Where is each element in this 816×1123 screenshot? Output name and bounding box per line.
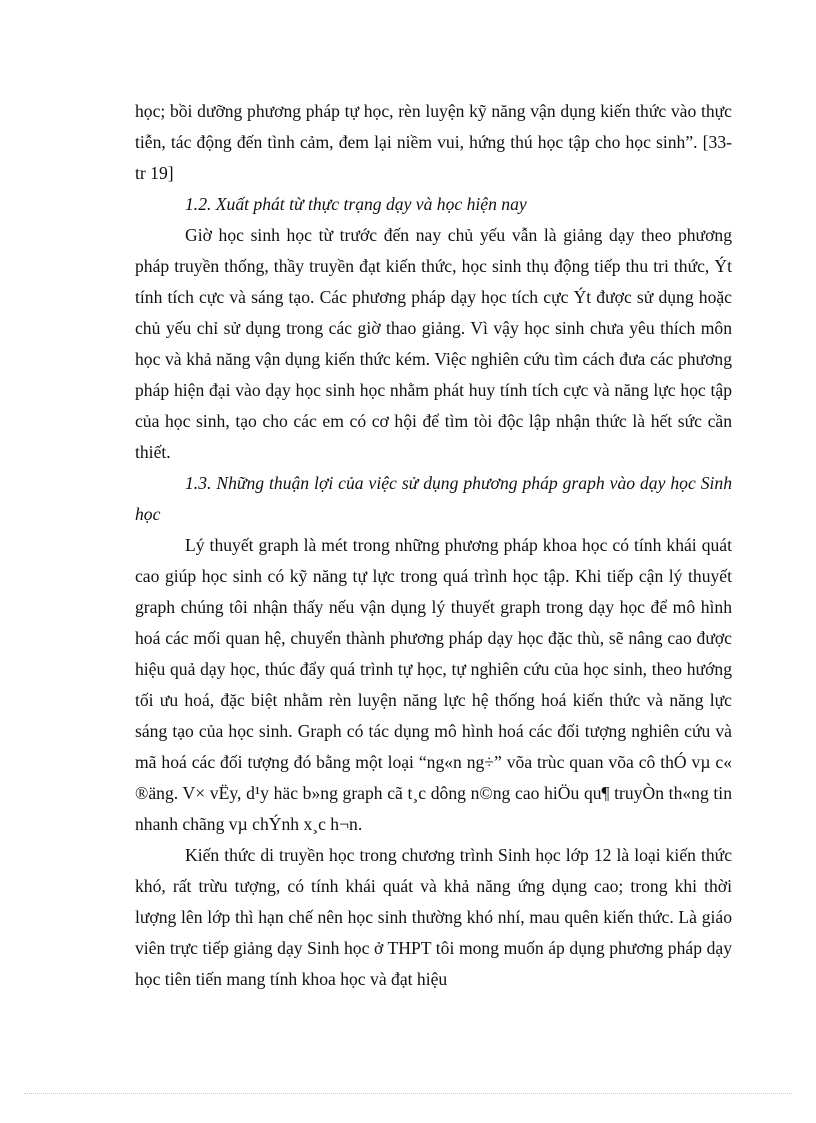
- paragraph-graph-theory: Lý thuyết graph là mét trong những phương pháp khoa học có tính khái quát cao giúp học sinh có kỹ năng tự lực trong quá trình học tập. Khi tiếp cận lý thuyết graph chúng tôi nhận thấy nếu vận dụng lý thuyết graph trong dạy học để mô hình hoá các mối quan hệ, chuyển thành phương pháp dạy học đặc thù, sẽ nâng cao được hiệu quả dạy học, thúc đẩy quá trình tự học, tự nghiên cứu của học sinh, theo hướng tối ưu hoá, đặc biệt nhằm rèn luyện năng lực hệ thống hoá kiến thức và năng lực sáng tạo của học sinh. Graph có tác dụng mô hình hoá các đối tượng nghiên cứu và mã hoá các đối tượng đó bằng một loại “ng«n ng÷” võa trùc quan võa cô thÓ vµ c« ®äng. V× vËy, d¹y häc b»ng graph cã t¸c dông n©ng cao hiÖu qu¶ truyÒn th«ng tin nhanh chãng vµ chÝnh x¸c h¬n.: [135, 535, 732, 834]
- page-bottom-dotted-rule: [24, 1093, 792, 1094]
- paragraph-continuation: học; bồi dưỡng phương pháp tự học, rèn luyện kỹ năng vận dụng kiến thức vào thực tiễn, tác động đến tình cảm, đem lại niềm vui, hứng thú học tập cho học sinh”. [33- tr 19]: [135, 101, 732, 183]
- section-heading-1-2: 1.2. Xuất phát từ thực trạng dạy và học hiện nay: [185, 194, 527, 214]
- section-heading-1-3: 1.3. Những thuận lợi của việc sử dụng phương pháp graph vào dạy học Sinh học: [135, 473, 732, 524]
- paragraph-current-teaching: Giờ học sinh học từ trước đến nay chủ yếu vẫn là giảng dạy theo phương pháp truyền thống, thầy truyền đạt kiến thức, học sinh thụ động tiếp thu tri thức, Ýt tính tích cực và sáng tạo. Các phương pháp dạy học tích cực Ýt được sử dụng hoặc chủ yếu chỉ sử dụng trong các giờ thao giảng. Vì vậy học sinh chưa yêu thích môn học và khả năng vận dụng kiến thức kém. Việc nghiên cứu tìm cách đưa các phương pháp hiện đại vào dạy học sinh học nhằm phát huy tính tích cực và năng lực học tập của học sinh, tạo cho các em có cơ hội để tìm tòi độc lập nhận thức là hết sức cần thiết.: [135, 225, 732, 462]
- document-page: [135, 96, 732, 995]
- paragraph-genetics-knowledge: Kiến thức di truyền học trong chương trình Sinh học lớp 12 là loại kiến thức khó, rất trừu tượng, có tính khái quát và khả năng ứng dụng cao; trong khi thời lượng lên lớp thì hạn chế nên học sinh thường khó nhí, mau quên kiến thức. Là giáo viên trực tiếp giảng dạy Sinh học ở THPT tôi mong muốn áp dụng phương pháp dạy học tiên tiến mang tính khoa học và đạt hiệu: [135, 845, 732, 989]
